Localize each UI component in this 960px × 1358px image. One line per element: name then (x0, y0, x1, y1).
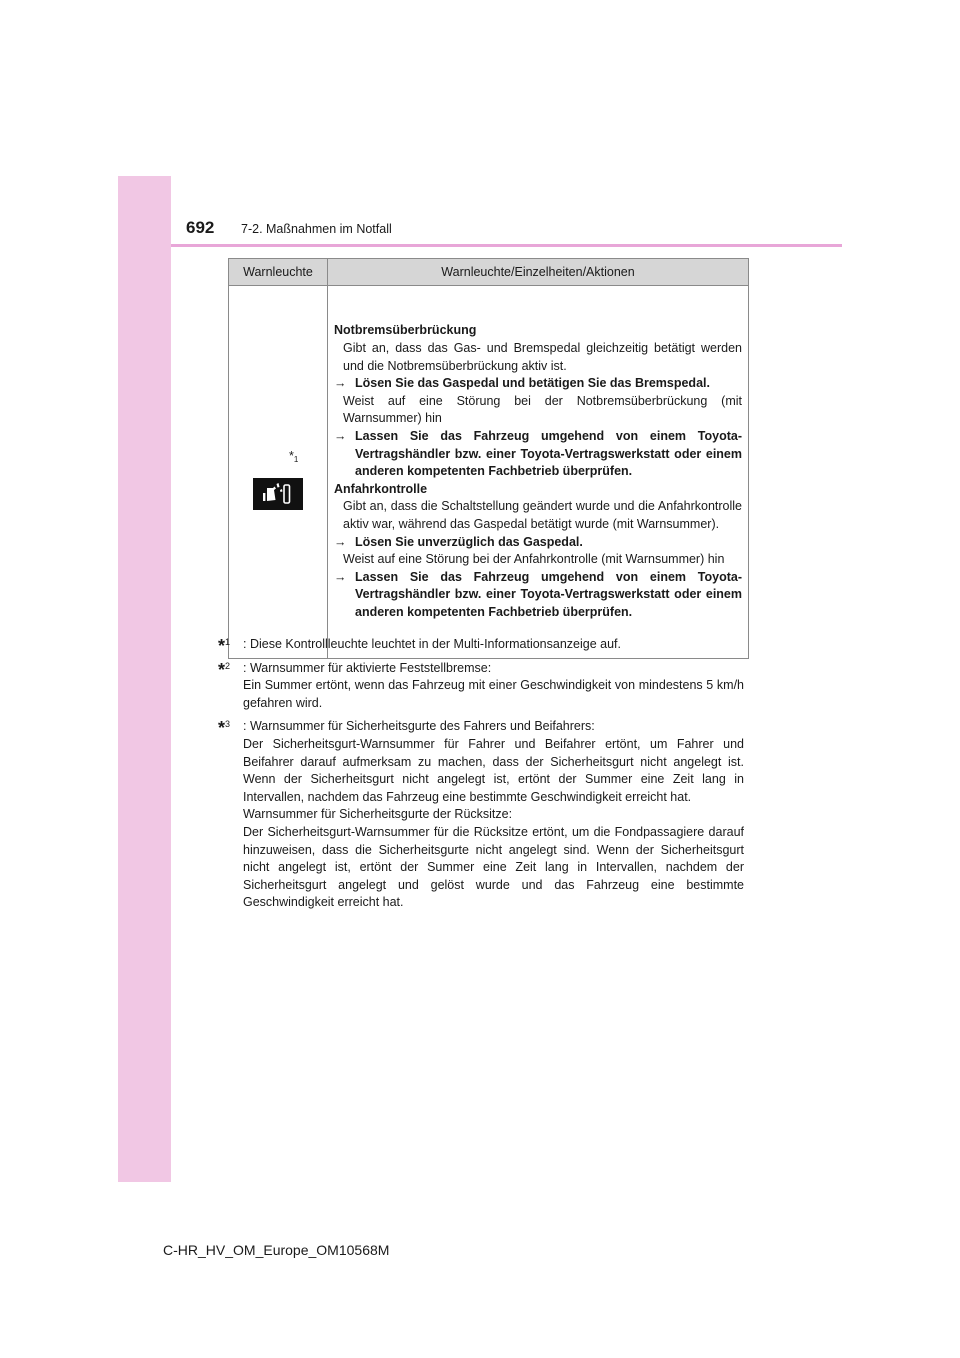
arrow-right-icon: → (334, 376, 347, 391)
footnote-text: : Diese Kontrollleuchte leuchtet in der Multi-Informationsanzeige auf. (243, 637, 621, 651)
description-text: Weist auf eine Störung bei der Anfahrkontrolle (mit Warnsummer) hin (343, 552, 725, 567)
details-cell (328, 286, 749, 659)
footnote-asterisk: * (218, 659, 226, 680)
section-title: 7-2. Maßnahmen im Notfall (241, 222, 392, 236)
footnote-marker (218, 658, 230, 680)
lamp-cell (229, 286, 328, 659)
footnote-asterisk: * (289, 449, 294, 463)
action-text: Lösen Sie unverzüglich das Gaspedal. (355, 534, 583, 549)
footnotes (218, 636, 744, 918)
action-step (334, 375, 742, 393)
action-step (334, 534, 742, 552)
side-band (118, 176, 171, 1182)
document-code: C-HR_HV_OM_Europe_OM10568M (163, 1242, 390, 1258)
heading-notbremsueberbrueckung: Notbremsüberbrückung (334, 323, 477, 338)
table-header-row (229, 259, 749, 286)
footnote-number: 3 (225, 719, 231, 730)
column-header-details: Warnleuchte/Einzelheiten/Aktionen (328, 259, 749, 286)
heading-anfahrkontrolle: Anfahrkontrolle (334, 481, 428, 496)
column-header-warnleuchte: Warnleuchte (229, 259, 328, 286)
description-text: Gibt an, dass das Gas- und Bremspedal gleichzeitig betätigt werden und die Notbremsüberbrückung aktiv ist. (343, 341, 742, 373)
arrow-right-icon: → (334, 534, 347, 549)
action-step (334, 428, 742, 481)
footnote-3 (218, 718, 744, 912)
footnote-number: 1 (225, 637, 231, 647)
description-text: Gibt an, dass die Schaltstellung geändert wurde und die Anfahrkontrolle aktiv war, während das Gaspedal betätigt wurde (mit Warnsummer). (343, 499, 742, 531)
action-step (334, 569, 742, 622)
footnote-asterisk: * (218, 718, 226, 739)
footnote-text: : Warnsummer für Sicherheitsgurte des Fahrers und Beifahrers: Der Sicherheitsgurt-Warnsummer für Fahrer und Beifahrer ertönt, um Fahrer und Beifahrer darauf aufmerksam zu machen, dass der Sicherheitsgurt nicht angelegt ist. Wenn der Sicherheitsgurt nicht angelegt ist, ertönt der Summer eine Zeit lang in Intervallen, nachdem das Fahrzeug eine bestimmte Geschwindigkeit erreicht hat. Warnsummer für Sicherheitsgurte der Rücksitze: Der Sicherheitsgurt-Warnsummer für die Rücksitze ertönt, um die Fondpassagiere darauf hinzuweisen, dass die Sicherheitsgurte nicht angelegt sind. Wenn der Sicherheitsgurt nicht angelegt ist, ertönt der Summer eine Zeit lang in Intervallen, nachdem der Sicherheitsgurt angelegt und gelöst wurde und das Fahrzeug eine bestimmte Geschwindigkeit erreicht hat. (243, 719, 744, 910)
description-text: Weist auf eine Störung bei der Notbremsüberbrückung (mit Warnsummer) hin (343, 393, 742, 426)
footnote-number: 1 (293, 455, 299, 464)
footnote-text: : Warnsummer für aktivierte Feststellbremse: Ein Summer ertönt, wenn das Fahrzeug mit einer Geschwindigkeit von mindestens 5 km/h gefahren wird. (243, 660, 744, 710)
arrow-right-icon: → (334, 429, 347, 444)
action-text: Lassen Sie das Fahrzeug umgehend von einem Toyota-Vertragshändler bzw. einer Toyota-Vertragswerkstatt oder einem anderen kompetenten Fachbetrieb überprüfen. (355, 569, 742, 619)
action-text: Lassen Sie das Fahrzeug umgehend von einem Toyota-Vertragshändler bzw. einer Toyota-Vertragswerkstatt oder einem anderen kompetenten Fachbetrieb überprüfen. (355, 429, 742, 479)
warning-light-table (228, 258, 749, 659)
footnote-asterisk: * (218, 636, 226, 656)
footnote-marker (218, 716, 230, 738)
footnote-number: 2 (225, 660, 231, 671)
foot-pedal-override-warning-icon (253, 478, 303, 510)
page-number: 692 (186, 218, 215, 237)
footnote-1 (218, 636, 744, 654)
arrow-right-icon: → (334, 569, 347, 584)
lamp-footnote-ref (289, 449, 298, 464)
footnote-marker (218, 634, 230, 656)
action-text: Lösen Sie das Gaspedal und betätigen Sie das Bremspedal. (355, 376, 710, 391)
table-row (229, 286, 749, 659)
header-rule (171, 244, 842, 247)
footnote-2 (218, 660, 744, 713)
